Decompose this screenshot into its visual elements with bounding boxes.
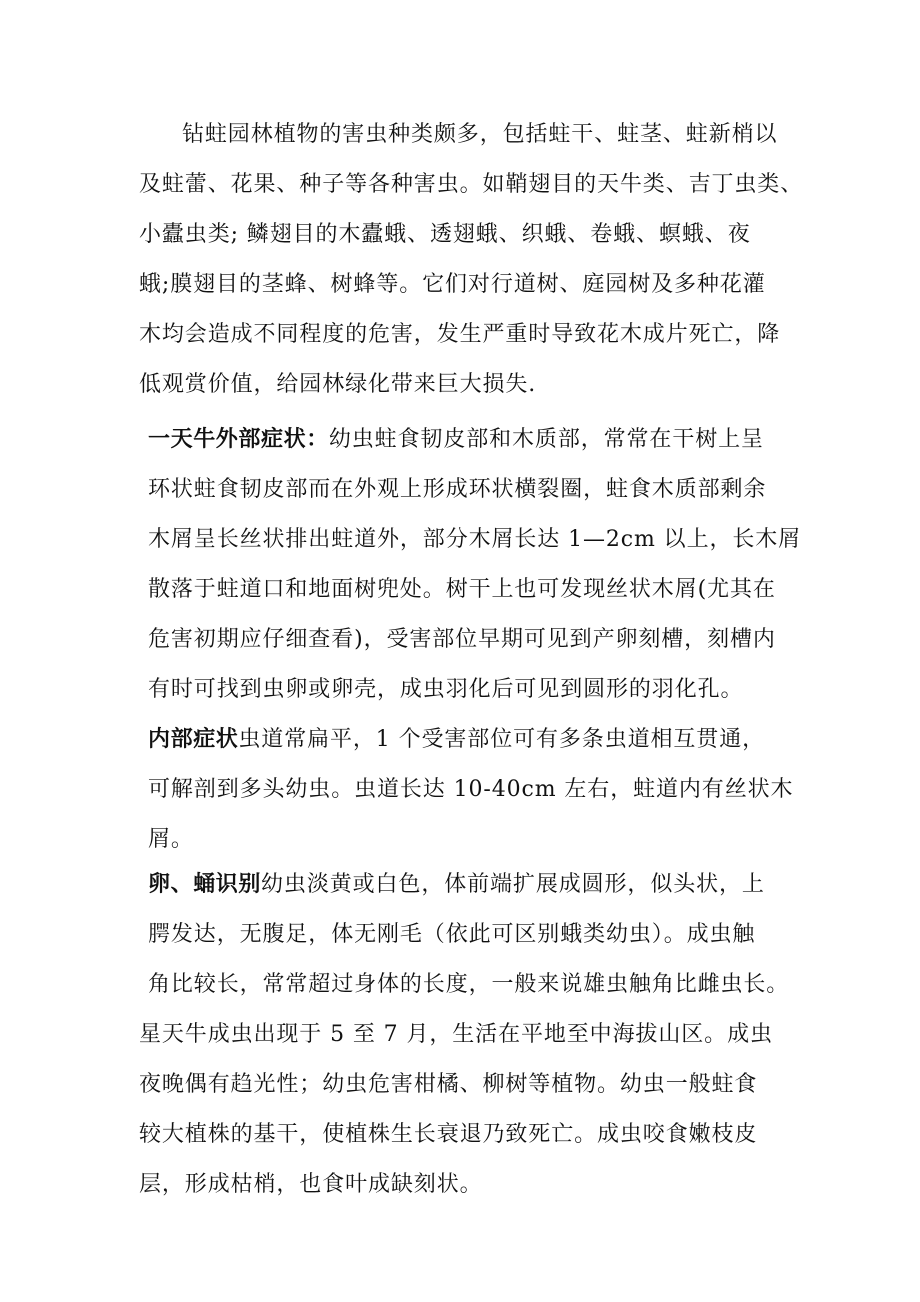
- egg-text-1: 幼虫淡黄或白色，体前端扩展成圆形，似头状，上: [261, 872, 765, 897]
- intro-line-2: 及蛀蕾、花果、种子等各种害虫。如鞘翅目的天牛类、吉丁虫类、: [139, 172, 804, 197]
- intro-line-6: 低观赏价值，给园林绿化带来巨大损失.: [139, 372, 537, 397]
- external-symptoms-heading: 一天牛外部症状：: [148, 427, 329, 452]
- external-line-4: 散落于蛀道口和地面树兜处。树干上也可发现丝状木屑(尤其在: [148, 577, 776, 602]
- internal-symptoms-heading: 内部症状: [148, 727, 239, 752]
- external-line-3: 木屑呈长丝状排出蛀道外，部分木屑长达 1—2cm 以上，长木屑: [148, 527, 802, 552]
- closing-line-1: 星天牛成虫出现于 5 至 7 月，生活在平地至中海拔山区。成虫: [139, 1022, 773, 1047]
- egg-pupa-heading: 卵、蛹识别: [148, 872, 262, 897]
- intro-line-1: 钻蛀园林植物的害虫种类颇多，包括蛀干、蛀茎、蛀新梢以: [182, 122, 778, 147]
- egg-line-1: [148, 870, 765, 900]
- internal-line-1: [148, 725, 765, 755]
- intro-line-5: 木均会造成不同程度的危害，发生严重时导致花木成片死亡，降: [139, 322, 781, 347]
- intro-line-3: 小蠹虫类; 鳞翅目的木蠹蛾、透翅蛾、织蛾、卷蛾、螟蛾、夜: [139, 222, 751, 247]
- internal-line-2: 可解剖到多头幼虫。虫道长达 10-40cm 左右，蛀道内有丝状木: [148, 777, 794, 802]
- external-line-5: 危害初期应仔细查看)，受害部位早期可见到产卵刻槽，刻槽内: [148, 627, 776, 652]
- closing-line-2: 夜晚偶有趋光性；幼虫危害柑橘、柳树等植物。幼虫一般蛀食: [139, 1072, 758, 1097]
- external-line-6: 有时可找到虫卵或卵壳，成虫羽化后可见到圆形的羽化孔。: [148, 677, 744, 702]
- closing-line-4: 层，形成枯梢，也食叶成缺刻状。: [139, 1172, 483, 1197]
- closing-line-3: 较大植株的基干，使植株生长衰退乃致死亡。成虫咬食嫩枝皮: [139, 1122, 758, 1147]
- internal-line-3: 屑。: [148, 827, 194, 852]
- internal-text-1: 虫道常扁平，1 个受害部位可有多条虫道相互贯通，: [238, 727, 765, 752]
- external-text-1: 幼虫蛀食韧皮部和木质部，常常在干树上呈: [328, 427, 764, 452]
- external-line-2: 环状蛀食韧皮部而在外观上形成环状横裂圈，蛀食木质部剩余: [148, 477, 767, 502]
- egg-line-3: 角比较长，常常超过身体的长度，一般来说雄虫触角比雌虫长。: [148, 972, 790, 997]
- egg-line-2: 腭发达，无腹足，体无刚毛（依此可区别蛾类幼虫）。成虫触: [148, 922, 756, 947]
- external-line-1: [148, 425, 764, 455]
- intro-line-4: 蛾;膜翅目的茎蜂、树蜂等。它们对行道树、庭园树及多种花灌: [139, 272, 766, 297]
